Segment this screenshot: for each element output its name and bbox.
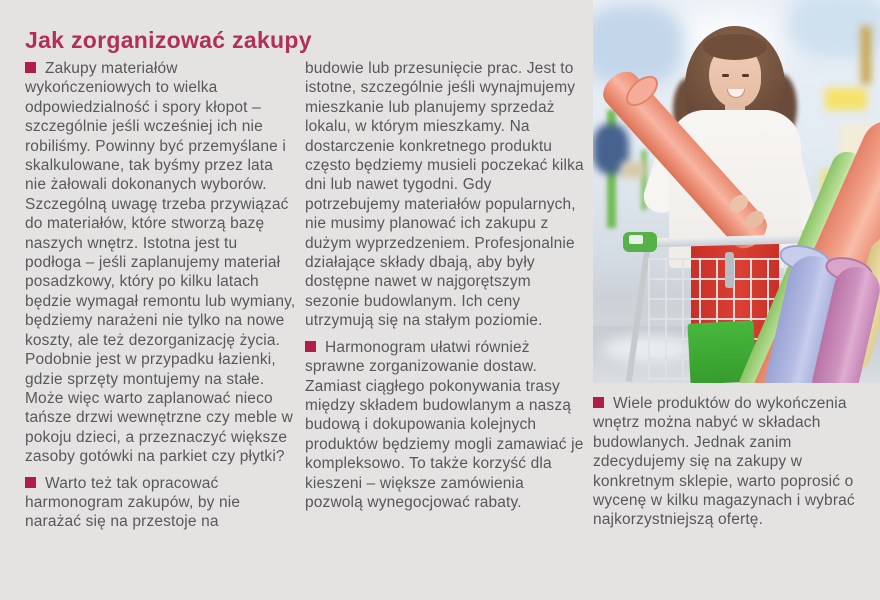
shelf-item [861,26,871,84]
paragraph-text: Wiele produktów do wykończenia wnętrz można nabyć w składach budowlanych. Jednak zanim zdecydujemy się na zakupy w konkretnym sklepie, warto poprosić o wycenę w kilku magazynach i wybrać najkorzystniejszą ofertę. [593,395,855,529]
bullet-square-icon [305,341,316,352]
bullet-square-icon [25,477,36,488]
left-column [25,59,297,539]
bullet-square-icon [593,397,604,408]
paragraph-text: Warto też tak opracować harmonogram zakupów, by nie narażać się na przestoje na [25,474,241,531]
bullet-square-icon [25,62,36,73]
middle-column [305,59,585,519]
shelf-box [825,88,867,110]
paragraph [25,474,297,532]
right-column [593,394,879,537]
shelf-box [621,162,645,178]
store-shelf-blur [593,5,683,85]
cart-handle-label [629,235,643,244]
page-title: Jak zorganizować zakupy [25,27,312,54]
paragraph [305,59,585,331]
photo-shopping-cart [593,0,880,383]
cart-hook [725,252,734,288]
woman-hair-fringe [703,34,767,60]
woman-eye [742,74,749,77]
paragraph [593,394,879,530]
paragraph [25,59,297,467]
paragraph-text: Zakupy materiałów wykończeniowych to wielka odpowiedzialność i spory kłopot – szczególnie jeśli wcześniej ich nie robiliśmy. Powinny być przemyślane i skalkulowane, tak byśmy przez lata nie żałowali dokonanych wyborów. Szczególną uwagę trzeba przywiązać do materiałów, które stworzą bazę naszych wnętrz. Istotna jest tu podłoga – jeśli zaplanujemy materiał posadzkowy, który po kilku latach będzie wymagał remontu lub wymiany, będziemy narażeni nie tylko na nowe koszty, ale też dezorganizację życia. Podobnie jest w przypadku łazienki, gdzie sprzęty montujemy na stałe. Może więc warto zaplanować nieco tańsze drzwi wewnętrzne czy meble w pokoju dzieci, a przeznaczyć większe zasoby gotówki na parkiet czy płytki? [25,60,296,466]
paragraph [305,338,585,513]
paragraph-text: Harmonogram ułatwi również sprawne zorganizowanie dostaw. Zamiast ciągłego pokonywania trasy między składem budowlanym a naszą budową i dokupowania kolejnych produktów będziemy mogli zamawiać je kompleksowo. To także korzyść dla kieszeni – większe zamówienia pozwolą wynegocjować rabaty. [305,338,584,511]
paragraph-text: budowie lub przesunięcie prac. Jest to istotne, szczególnie jeśli wynajmujemy mieszkanie lub planujemy sprzedaż lokalu, w którym mieszkamy. Na dostarczenie konkretnego produktu często będziemy musieli poczekać kilka dni lub nawet tygodni. Gdy potrzebujemy materiałów popularnych, nie musimy planować ich zakupu z dużym wyprzedzeniem. Profesjonalnie działające składy dbają, aby były dostępne nawet w najgorętszym sezonie budowlanym. Ich ceny utrzymują się na stałym poziomie. [305,60,584,330]
woman-eye [722,74,729,77]
